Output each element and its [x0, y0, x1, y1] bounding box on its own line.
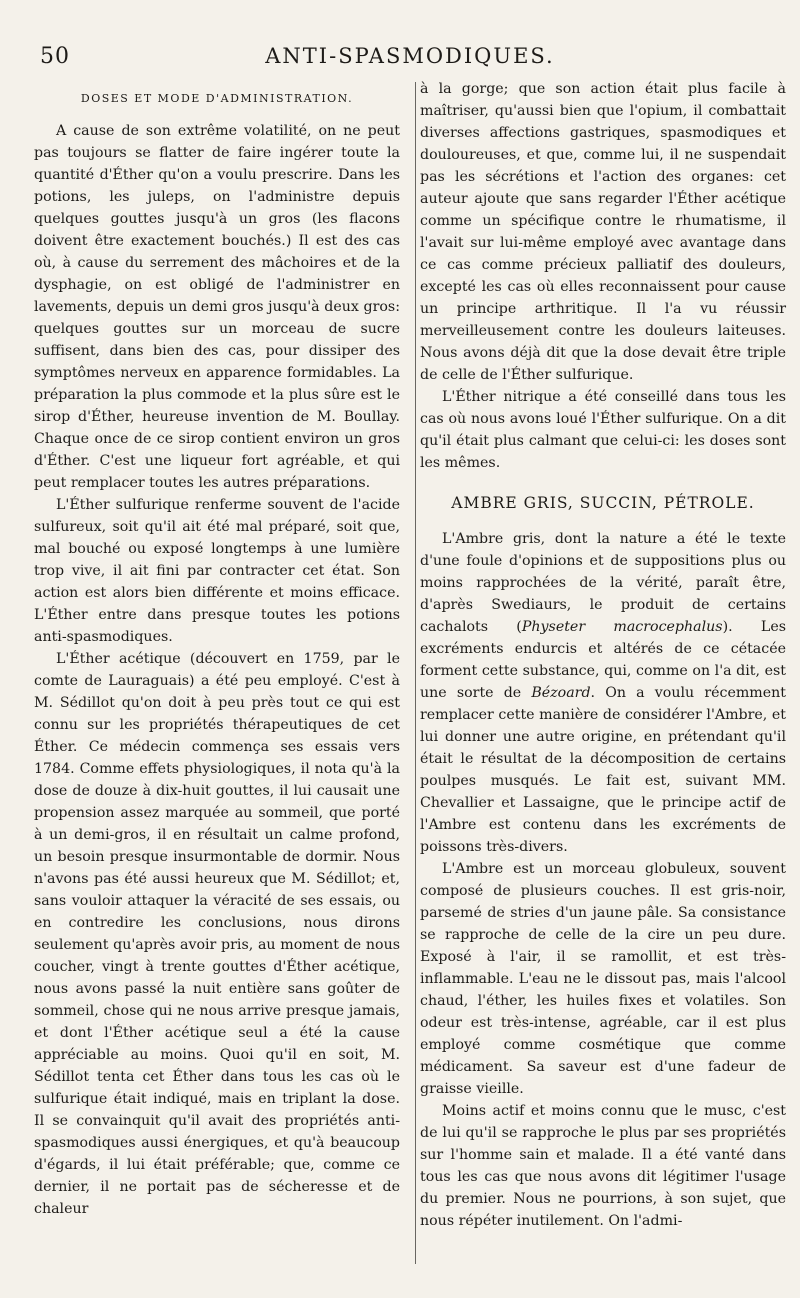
paragraph-ambre-nature	[420, 528, 786, 858]
section-heading-ambre: AMBRE GRIS, SUCCIN, PÉTROLE.	[451, 494, 755, 512]
paragraph: L'Éther nitrique a été conseillé dans tous les cas où nous avons loué l'Éther sulfurique. On a dit qu'il était plus calmant que celui-ci: les doses sont les mêmes.	[420, 389, 786, 471]
term-bezoard: Bézoard	[531, 685, 591, 701]
text-columns	[34, 78, 786, 1232]
paragraph: A cause de son extrême volatilité, on ne peut pas toujours se flatter de faire ingérer toute la quantité d'Éther qu'on a voulu prescrire. Dans les potions, les juleps, on l'administre depuis quelques gouttes jusqu'à un gros (les flacons doivent être exactement bouchés.) Il est des cas où, à cause du serrement des mâchoires et de la dysphagie, on est obligé de l'administrer en lavements, depuis un demi gros jusqu'à deux gros: quelques gouttes sur un morceau de sucre suffisent, dans bien des cas, pour dissiper des symptômes nerveux en apparence formidables. La préparation la plus commode et la plus sûre est le sirop d'Éther, heureuse invention de M. Boullay. Chaque once de ce sirop contient environ un gros d'Éther. C'est une liqueur fort agréable, et qui peut remplacer toutes les autres préparations.	[34, 123, 400, 491]
text-run: L'Ambre gris, dont la nature a été le texte d'une foule d'opinions et de suppositions plus ou moins rapprochées de la vérité, paraît être, d'après Swediaurs, le produit de certains cachalots (	[420, 531, 786, 635]
paragraph: L'Éther sulfurique renferme souvent de l'acide sulfureux, soit qu'il ait été mal préparé, soit que, mal bouché ou exposé longtemps à une lumière trop vive, il ait fini par contracter cet état. Son action est alors bien différente et moins efficace. L'Éther entre dans presque toutes les potions anti-spasmodiques.	[34, 497, 400, 645]
paragraph: L'Éther acétique (découvert en 1759, par le comte de Lauraguais) a été peu employé. C'est à M. Sédillot qu'on doit à peu près tout ce qui est connu sur les propriétés thérapeutiques de cet Éther. Ce médecin commença ses essais vers 1784. Comme effets physiologiques, il nota qu'à la dose de douze à dix-huit gouttes, il lui causait une propension assez marquée au sommeil, que porté à un demi-gros, il en résultait un calme profond, un besoin presque insurmontable de dormir. Nous n'avons pas été aussi heureux que M. Sédillot; et, sans vouloir attaquer la véracité de ses essais, ou en contredire les conclusions, nous dirons seulement qu'après avoir pris, au moment de nous coucher, vingt à trente gouttes d'Éther acétique, nous avons passé la nuit entière sans goûter de sommeil, chose qui ne nous arrive presque jamais, et dont l'Éther acétique seul a été la cause appréciable au moins. Quoi qu'il en soit, M. Sédillot tenta cet Éther dans tous les cas où le sulfurique était indiqué, mais en triplant la dose. Il se convainquit qu'il avait des propriétés anti-spasmodiques aussi énergiques, et qu'à beaucoup d'égards, il lui était préférable; que, comme ce dernier, il ne portait pas de sécheresse et de chaleur	[34, 651, 400, 1217]
paragraph: Moins actif et moins connu que le musc, c'est de lui qu'il se rapproche le plus par ses propriétés sur l'homme sain et malade. Il a été vanté dans tous les cas que nous avons dit légitimer l'usage du premier. Nous ne pourrions, à son sujet, que nous répéter inutilement. On l'admi-	[420, 1103, 786, 1229]
section-heading-doses: DOSES ET MODE D'ADMINISTRATION.	[80, 92, 354, 105]
text-run: ). Les excréments endurcis et altérés de ce cétacée forment cette substance, qui, comme on l'a dit, est une sorte de	[420, 619, 787, 701]
text-run: . On a voulu récemment remplacer cette manière de considérer l'Ambre, et lui donner une autre origine, en prétendant qu'il était le résultat de la décomposition de certains poulpes musqués. Le fait est, suivant MM. Chevallier et Lassaigne, que le principe actif de l'Ambre est contenu dans les excréments de poissons très-divers.	[420, 685, 786, 855]
page-number: 50	[40, 44, 70, 69]
running-head	[34, 44, 786, 74]
paragraph-continued: à la gorge; que son action était plus facile à maîtriser, qu'aussi bien que l'opium, il combattait diverses affections gastriques, spasmodiques et douloureuses, et que, comme lui, il ne suspendait pas les sécrétions et l'action des organes: cet auteur ajoute que sans regarder l'Éther acétique comme un spécifique contre le rhumatisme, il l'avait sur lui-même employé avec avantage dans ce cas comme précieux palliatif des douleurs, excepté les cas où elles reconnaissent pour cause un principe arthritique. Il l'a vu réussir merveilleusement contre les douleurs laiteuses. Nous avons déjà dit que la dose devait être triple de celle de l'Éther sulfurique.	[420, 81, 786, 383]
left-column	[34, 78, 400, 1232]
right-column	[420, 78, 786, 1232]
paragraph: L'Ambre est un morceau globuleux, souvent composé de plusieurs couches. Il est gris-noir, parsemé de stries d'un jaune pâle. Sa consistance se rapproche de celle de la cire un peu dure. Exposé à l'air, il se ramollit, et est très-inflammable. L'eau ne le dissout pas, mais l'alcool chaud, l'éther, les huiles fixes et volatiles. Son odeur est très-intense, agréable, car il est plus employé comme cosmétique que comme médicament. Sa saveur est d'une fadeur de graisse vieille.	[420, 861, 786, 1097]
species-name: Physeter macrocephalus	[521, 619, 723, 635]
running-title: ANTI-SPASMODIQUES.	[265, 44, 555, 68]
